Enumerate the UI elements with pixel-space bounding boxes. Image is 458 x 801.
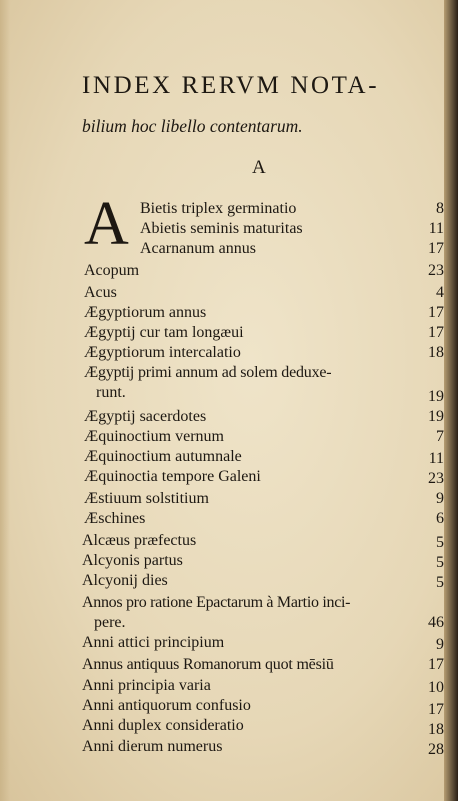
index-entry: Bietis triplex germinatio: [140, 200, 297, 217]
index-entry: Acus: [84, 284, 117, 301]
index-entry: Acopum: [84, 262, 140, 279]
index-entry: Æquinoctium vernum: [84, 428, 224, 445]
page-number: 23: [428, 262, 444, 279]
section-letter: A: [252, 157, 266, 178]
index-entry: Annus antiquus Romanorum quot mēsiū: [82, 656, 334, 673]
index-entry: Æschines: [84, 510, 146, 527]
index-entry: Anni principia varia: [82, 677, 211, 694]
page-number: 5: [436, 574, 444, 591]
index-entry: Annos pro ratione Epactarum à Martio inci-: [82, 594, 351, 611]
page-number: 17: [428, 240, 444, 257]
page-number: 6: [436, 510, 444, 527]
page-number: 18: [428, 344, 444, 361]
index-subtitle: bilium hoc libello contentarum.: [82, 116, 303, 136]
drop-cap: A: [84, 190, 129, 258]
page-number: 9: [436, 636, 444, 653]
index-entry: Acarnanum annus: [140, 240, 256, 257]
index-entry: Æquinoctia tempore Galeni: [84, 468, 261, 485]
index-entry: Anni dierum numerus: [82, 738, 223, 755]
index-entry: Abietis seminis maturitas: [140, 220, 303, 237]
page-number: 19: [428, 408, 444, 425]
page-number: 11: [428, 220, 444, 237]
page-number: 17: [428, 324, 444, 341]
page-left-edge: [0, 0, 10, 801]
index-entry: Anni attici principium: [82, 634, 225, 651]
page-number: 5: [436, 554, 444, 571]
page-number: 17: [428, 656, 444, 673]
index-entry: Alcyonis partus: [82, 552, 183, 569]
index-entry: Ægyptij cur tam longæui: [84, 324, 244, 341]
index-entry: Æquinoctium autumnale: [84, 448, 242, 465]
page-number: 19: [428, 388, 444, 405]
page-number: 9: [436, 490, 444, 507]
page-number: 17: [428, 304, 444, 321]
index-entry: pere.: [94, 614, 126, 631]
index-entry: Ægyptij primi annum ad solem deduxe-: [84, 364, 332, 381]
page-number: 8: [436, 200, 444, 217]
index-title: INDEX RERVM NOTA-: [82, 72, 380, 99]
page-number: 4: [436, 284, 444, 301]
page-number: 46: [428, 614, 444, 631]
page-number: 10: [428, 679, 444, 696]
page-number: 17: [428, 701, 444, 718]
index-entry: Anni duplex consideratio: [82, 717, 244, 734]
page-number: 18: [428, 721, 444, 738]
index-entry: Anni antiquorum confusio: [82, 697, 251, 714]
page-number: 11: [428, 450, 444, 467]
book-gutter: [444, 0, 458, 801]
page-number: 23: [428, 470, 444, 487]
index-entry: Ægyptiorum intercalatio: [84, 344, 241, 361]
page-number: 7: [436, 428, 444, 445]
index-entry: Ægyptiorum annus: [84, 304, 207, 321]
index-entry: Æstiuum solstitium: [84, 490, 209, 507]
index-entry: runt.: [96, 384, 126, 401]
index-entry: Alcæus præfectus: [82, 532, 197, 549]
index-entry: Alcyonij dies: [82, 572, 168, 589]
index-entry: Ægyptij sacerdotes: [84, 408, 207, 425]
page-number: 28: [428, 741, 444, 758]
page-number: 5: [436, 534, 444, 551]
